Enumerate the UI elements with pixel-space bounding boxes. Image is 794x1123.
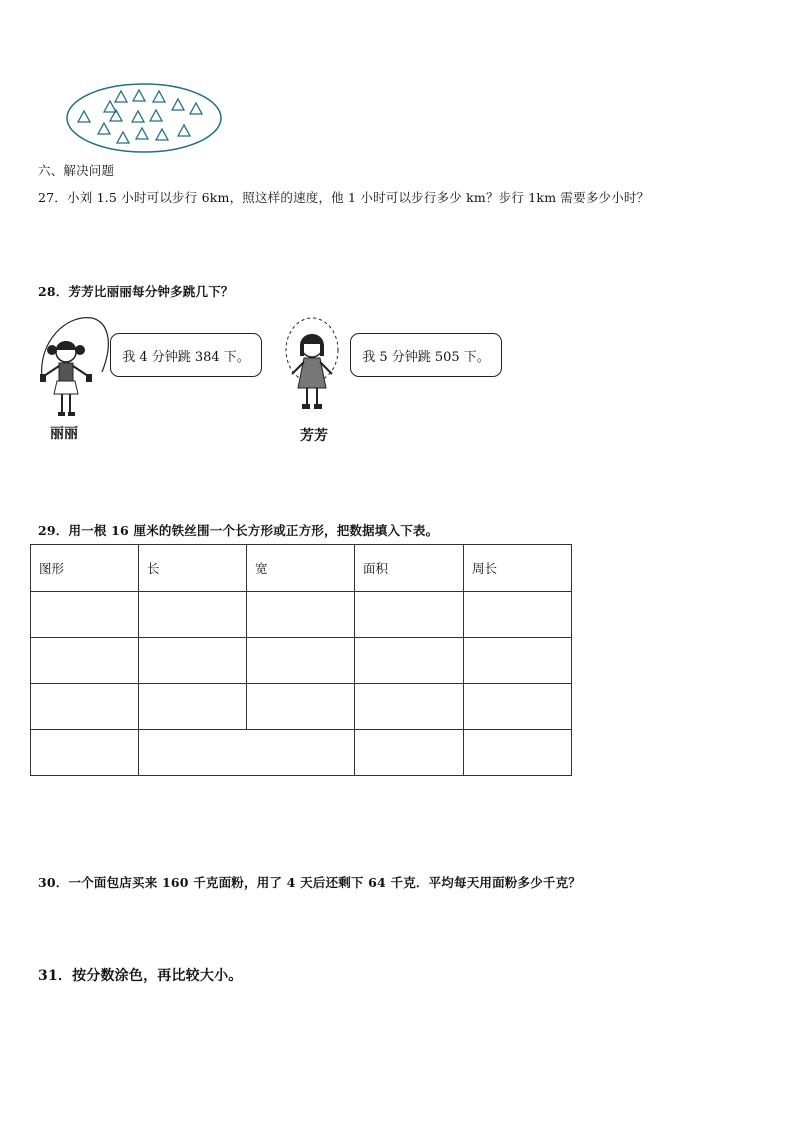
table-cell[interactable] <box>139 684 247 730</box>
table-cell[interactable] <box>464 684 572 730</box>
table-cell[interactable] <box>31 684 139 730</box>
label-fangfang: 芳芳 <box>300 428 328 444</box>
triangle-set-figure <box>62 80 227 156</box>
triangle-icon-group <box>78 90 202 143</box>
speech-bubble-fangfang: 我 5 分钟跳 505 下。 <box>350 333 502 377</box>
table-row <box>31 730 572 776</box>
table-header-cell: 周长 <box>464 545 572 592</box>
table-cell[interactable] <box>139 592 247 638</box>
answer-table <box>30 544 572 776</box>
triangle-icon <box>190 103 202 114</box>
triangle-icon <box>98 123 110 134</box>
triangle-icon <box>153 91 165 102</box>
table-cell[interactable] <box>355 730 464 776</box>
table-cell[interactable] <box>139 638 247 684</box>
table-cell[interactable] <box>31 638 139 684</box>
table-cell[interactable] <box>464 592 572 638</box>
table-cell[interactable] <box>31 592 139 638</box>
table-header-cell: 图形 <box>31 545 139 592</box>
table-header-cell: 长 <box>139 545 247 592</box>
question-27: 27．小刘 1.5 小时可以步行 6km，照这样的速度，他 1 小时可以步行多少 km？步行 1km 需要多少小时？ <box>38 190 650 205</box>
table-row <box>31 684 572 730</box>
speech-bubble-lili: 我 4 分钟跳 384 下。 <box>110 333 262 377</box>
table-cell[interactable] <box>355 592 464 638</box>
table-cell-merged[interactable] <box>139 730 355 776</box>
question-28: 28．芳芳比丽丽每分钟多跳几下？ <box>38 284 234 299</box>
question-30: 30．一个面包店买来 160 千克面粉，用了 4 天后还剩下 64 千克．平均每天用面粉多少千克？ <box>38 875 581 890</box>
triangle-icon <box>178 125 190 136</box>
triangle-icon <box>156 129 168 140</box>
table-cell[interactable] <box>355 684 464 730</box>
table-row <box>31 592 572 638</box>
triangle-icon <box>115 91 127 102</box>
question-29: 29．用一根 16 厘米的铁丝围一个长方形或正方形，把数据填入下表。 <box>38 523 439 538</box>
table-cell[interactable] <box>464 730 572 776</box>
label-lili: 丽丽 <box>50 426 78 442</box>
table-cell[interactable] <box>247 592 355 638</box>
table-row <box>31 638 572 684</box>
triangle-icon <box>104 101 116 112</box>
table-header-cell: 面积 <box>355 545 464 592</box>
triangle-icon <box>172 99 184 110</box>
triangle-icon <box>150 110 162 121</box>
table-cell[interactable] <box>247 684 355 730</box>
table-cell[interactable] <box>31 730 139 776</box>
set-ellipse <box>67 84 221 152</box>
section-title: 六、解决问题 <box>38 163 115 178</box>
triangle-icon <box>117 132 129 143</box>
table-header-row <box>31 545 572 592</box>
girl-jump-rope-fangfang <box>280 316 350 416</box>
table-cell[interactable] <box>247 638 355 684</box>
triangle-icon <box>133 90 145 101</box>
table-cell[interactable] <box>355 638 464 684</box>
girl-jump-rope-lili <box>36 312 114 422</box>
question-31: 31．按分数涂色，再比较大小。 <box>38 968 243 984</box>
table-header-cell: 宽 <box>247 545 355 592</box>
triangle-icon <box>136 128 148 139</box>
triangle-icon <box>78 111 90 122</box>
triangle-icon <box>132 111 144 122</box>
table-cell[interactable] <box>464 638 572 684</box>
